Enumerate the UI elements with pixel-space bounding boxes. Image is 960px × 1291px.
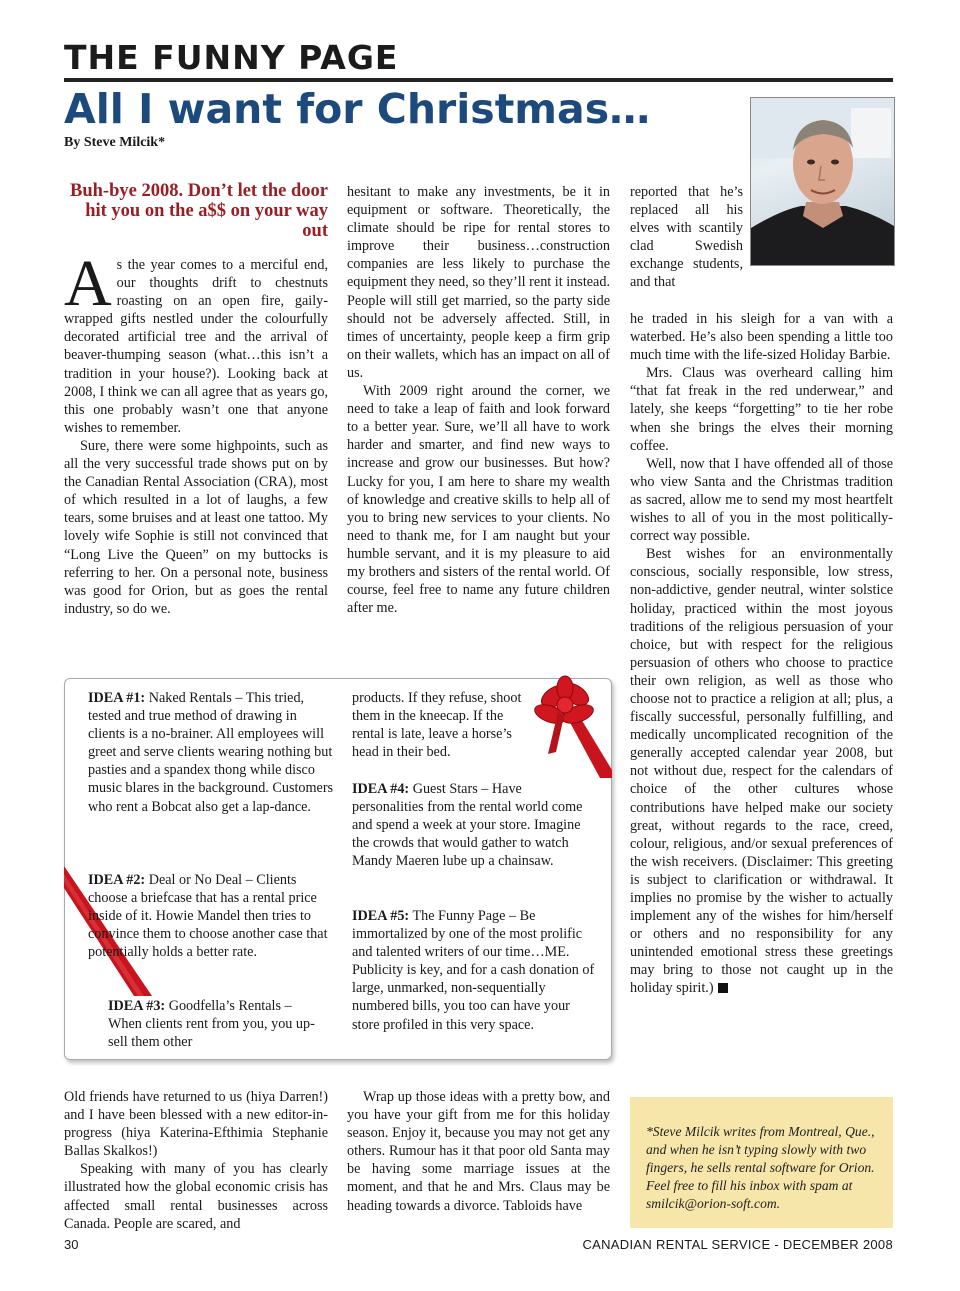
idea-3: IDEA #3: Goodfella’s Rentals – When clients rent from you, you up-sell them other <box>108 998 315 1051</box>
paragraph: Mrs. Claus was overheard calling him “that fat freak in the red underwear,” and lately, she keeps “forgetting” to tie her robe when she brings the elves their morning coffee. <box>630 365 893 454</box>
section-heading: THE FUNNY PAGE <box>64 38 399 77</box>
paragraph: he traded in his sleigh for a van with a waterbed. He’s also been spending a little too much time with the life-sized Holiday Barbie. <box>630 311 893 364</box>
paragraph: Speaking with many of you has clearly illustrated how the global economic crisis has affected small rental businesses across Canada. People are scared, and <box>64 1161 328 1232</box>
drop-cap: A <box>64 247 112 320</box>
header-rule <box>64 78 893 82</box>
column-1 <box>64 247 328 618</box>
bottom-column-1 <box>64 1088 328 1233</box>
column-3-narrow <box>630 183 743 292</box>
idea-4: IDEA #4: Guest Stars – Have personalities from the rental world come and spend a week at your store. Imagine the crowds that would gather to watch Mandy Maeren lube up a chainsaw. <box>352 781 583 870</box>
paragraph: reported that he’s replaced all his elves with scantily clad Swedish exchange students, and that <box>630 184 743 291</box>
byline: By Steve Milcik* <box>64 135 166 150</box>
idea-3-continued: products. If they refuse, shoot them in the kneecap. If the rental is late, leave a horse’s head in their bed. <box>352 690 522 761</box>
pull-quote: Buh-bye 2008. Don’t let the door hit you on the a$$ on your way out <box>70 181 328 241</box>
paragraph: Best wishes for an environmentally conscious, socially responsible, low stress, non-addictive, gender neutral, winter solstice holiday, practiced within the most joyous traditions of the religious persuasion of your choice, but with respect for the religious persuasion of others who choose to practice their own religion, as well as those who choose not to practice a religion at all; plus, a fiscally successful, personally fulfilling, and medically uncomplicated recognition of the generally accepted calendar year 2008, but not without due, respect for the calendars of choice of the other cultures whose contributions have helped make our society great, without regards to the race, creed, colour, religious, and/or sexual preferences of the wish receivers. (Disclaimer: This greeting is subject to clarification or withdrawal. It implies no promise by the wisher to actually implement any of the wishes for him/herself or others and no responsibility for any unintended emotional stress these greetings may bring to those not caught up in the holiday spirit.) <box>630 546 893 997</box>
idea-1: IDEA #1: Naked Rentals – This tried, tested and true method of drawing in clients is a no-brainer. All employees will greet and serve clients wearing nothing but pasties and a spandex thong while disco music blares in the background. Customers who rent a Bobcat also get a lap-dance. <box>88 690 334 815</box>
end-mark-icon <box>718 983 728 993</box>
paragraph: Well, now that I have offended all of those who view Santa and the Christmas tradition as sacred, allow me to send my most heartfelt wishes to all of you in the most politically-correct way possible. <box>630 455 893 545</box>
publication-footer: CANADIAN RENTAL SERVICE - DECEMBER 2008 <box>582 1237 893 1252</box>
author-note-box <box>630 1097 893 1228</box>
paragraph: Wrap up those ideas with a pretty bow, and you have your gift from me for this holiday season. Enjoy it, because you may not get any others. Rumour has it that poor old Santa may be having some marriage issues at the moment, and that he and Mrs. Claus may be heading towards a divorce. Tabloids have <box>347 1089 610 1214</box>
bottom-column-2 <box>347 1088 610 1215</box>
article-title: All I want for Christmas… <box>64 85 651 133</box>
ribbon-bow-icon <box>520 674 612 778</box>
page-number: 30 <box>64 1237 79 1252</box>
author-portrait-icon <box>751 98 894 265</box>
author-note: *Steve Milcik writes from Montreal, Que., and when he isn’t typing slowly with two fingers, he sells rental software for Orion. Feel free to fill his inbox with spam at smilcik@orion-soft.com. <box>646 1124 875 1211</box>
paragraph: With 2009 right around the corner, we need to take a leap of faith and look forward to a better year. Sure, we’ll all have to work harder and smarter, and find new ways to increase and grow our businesses. But how? Lucky for you, I am here to share my wealth of knowledge and creative skills to help all of you to bring new services to your clients. No need to thank me, for I am naught but your humble servant, and it is my pleasure to aid my brothers and sisters of the rental world. Of course, feel free to name any future children after me. <box>347 383 610 617</box>
column-2 <box>347 183 610 617</box>
paragraph: Old friends have returned to us (hiya Darren!) and I have been blessed with a new editor-in-progress (hiya Katerina-Efthimia Stephanie Ballas Skalkos!) <box>64 1089 328 1160</box>
paragraph: hesitant to make any investments, be it in equipment or software. Theoretically, the climate should be ripe for rental stores to improve their business…construction companies are less likely to purchase the equipment they need, so they’ll rent it instead. People will still get married, so the party side should not be adversely affected. Still, in times of uncertainty, people keep a firm grip on their wallets, which has an impact on all of us. <box>347 184 610 381</box>
paragraph: As the year comes to a merciful end, our thoughts drift to chestnuts roasting on an open fire, gaily-wrapped gifts nestled under the colourfully decorated artificial tree and the arrival of beaver-thumping season (what…this isn’t a tradition in your house?). Looking back at 2008, I think we can all agree that as years go, this one probably wasn’t one that anyone wishes to remember. <box>64 247 328 436</box>
paragraph: Sure, there were some highpoints, such as all the very successful trade shows put on by the Canadian Rental Association (CRA), most of which resulted in a lot of laughs, a few tears, some bruises and at least one tattoo. My lovely wife Sophie is still not convinced that “Long Live the Queen” on my buttocks is referring to her. On a personal note, business was good for Orion, but as goes the rental industry, so do we. <box>64 437 328 617</box>
idea-2: IDEA #2: Deal or No Deal – Clients choose a briefcase that has a rental price inside of it. Howie Mandel then tries to convince them to choose another case that potentially holds a better rate. <box>88 872 328 961</box>
column-3 <box>630 310 893 998</box>
idea-5: IDEA #5: The Funny Page – Be immortalized by one of the most prolific and talented writers of our time…ME. Publicity is key, and for a cash donation of large, unmarked, non-sequentially numbered bills, you too can have your store profiled in this very space. <box>352 908 595 1033</box>
author-photo <box>750 97 895 266</box>
